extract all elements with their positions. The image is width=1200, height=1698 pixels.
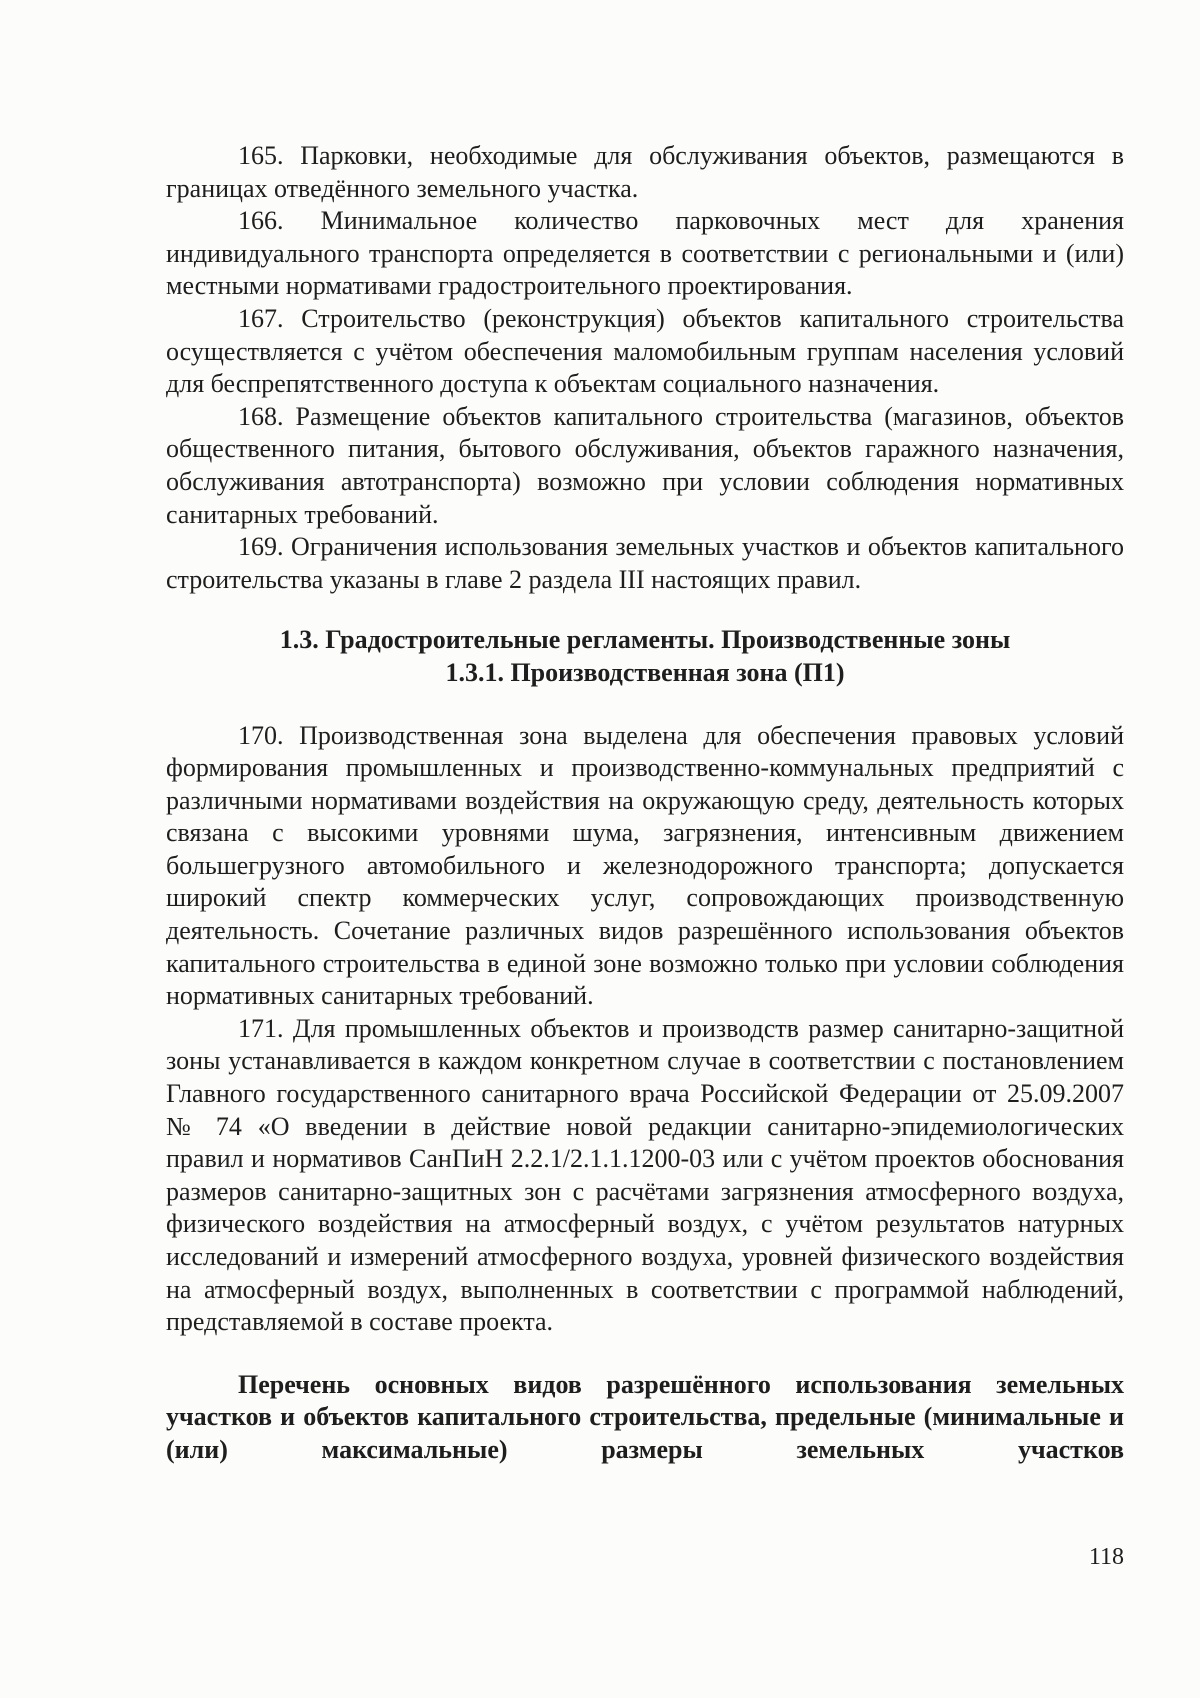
paragraph-167: 167. Строительство (реконструкция) объектов капитального строительства осуществляется с учётом обеспечения маломобильным группам населения условий для беспрепятственного доступа к объектам социального назначения.: [166, 303, 1124, 399]
section-title: 1.3. Градостроительные регламенты. Производственные зоны: [279, 625, 1011, 655]
paragraph-166: 166. Минимальное количество парковочных мест для хранения индивидуального транспорта определяется в соответствии с региональными и (или) местными нормативами градостроительного проектирования.: [166, 206, 1124, 301]
paragraph-171: 171. Для промышленных объектов и производств размер санитарно-защитной зоны устанавливается в каждом конкретном случае в соответствии с постановлением Главного государственного санитарного врача Российской Федерации от 25.09.2007 № 74 «О введении в действие новой редакции санитарно-эпидемиологических правил и нормативов СанПиН 2.2.1/2.1.1.1200-03 или с учётом проектов обоснования размеров санитарно-защитных зон с расчётами загрязнения атмосферного воздуха, физического воздействия на атмосферный воздух, с учётом результатов натурных исследований и измерений атмосферного воздуха, уровней физического воздействия на атмосферный воздух, выполненных в соответствии с программой наблюдений, представляемой в составе проекта.: [166, 1013, 1124, 1337]
section-subtitle: 1.3.1. Производственная зона (П1): [445, 657, 845, 687]
paragraph-165: 165. Парковки, необходимые для обслуживания объектов, размещаются в границах отведённого земельного участка.: [166, 141, 1124, 203]
paragraph-169: 169. Ограничения использования земельных участков и объектов капитального строительства указаны в главе 2 раздела III настоящих правил.: [166, 532, 1124, 594]
paragraph-170: 170. Производственная зона выделена для обеспечения правовых условий формирования промышленных и производственно-коммунальных предприятий с различными нормативами воздействия на окружающую среду, деятельность которых связана с высокими уровнями шума, загрязнения, интенсивным движением большегрузного автомобильного и железнодорожного транспорта; допускается широкий спектр коммерческих услуг, сопровождающих производственную деятельность. Сочетание различных видов разрешённого использования объектов капитального строительства в единой зоне возможно только при условии соблюдения нормативных санитарных требований.: [166, 720, 1124, 1011]
paragraph-168: 168. Размещение объектов капитального строительства (магазинов, объектов общественного питания, бытового обслуживания, объектов гаражного назначения, обслуживания автотранспорта) возможно при условии соблюдения нормативных санитарных требований.: [166, 401, 1124, 529]
list-heading: Перечень основных видов разрешённого использования земельных участков и объектов капитального строительства, предельные (минимальные и (или) максимальные) размеры земельных участков: [166, 1369, 1124, 1464]
page-number: 118: [1088, 1544, 1124, 1570]
section-heading-block: [166, 624, 1124, 689]
page-content: [166, 140, 1124, 1467]
